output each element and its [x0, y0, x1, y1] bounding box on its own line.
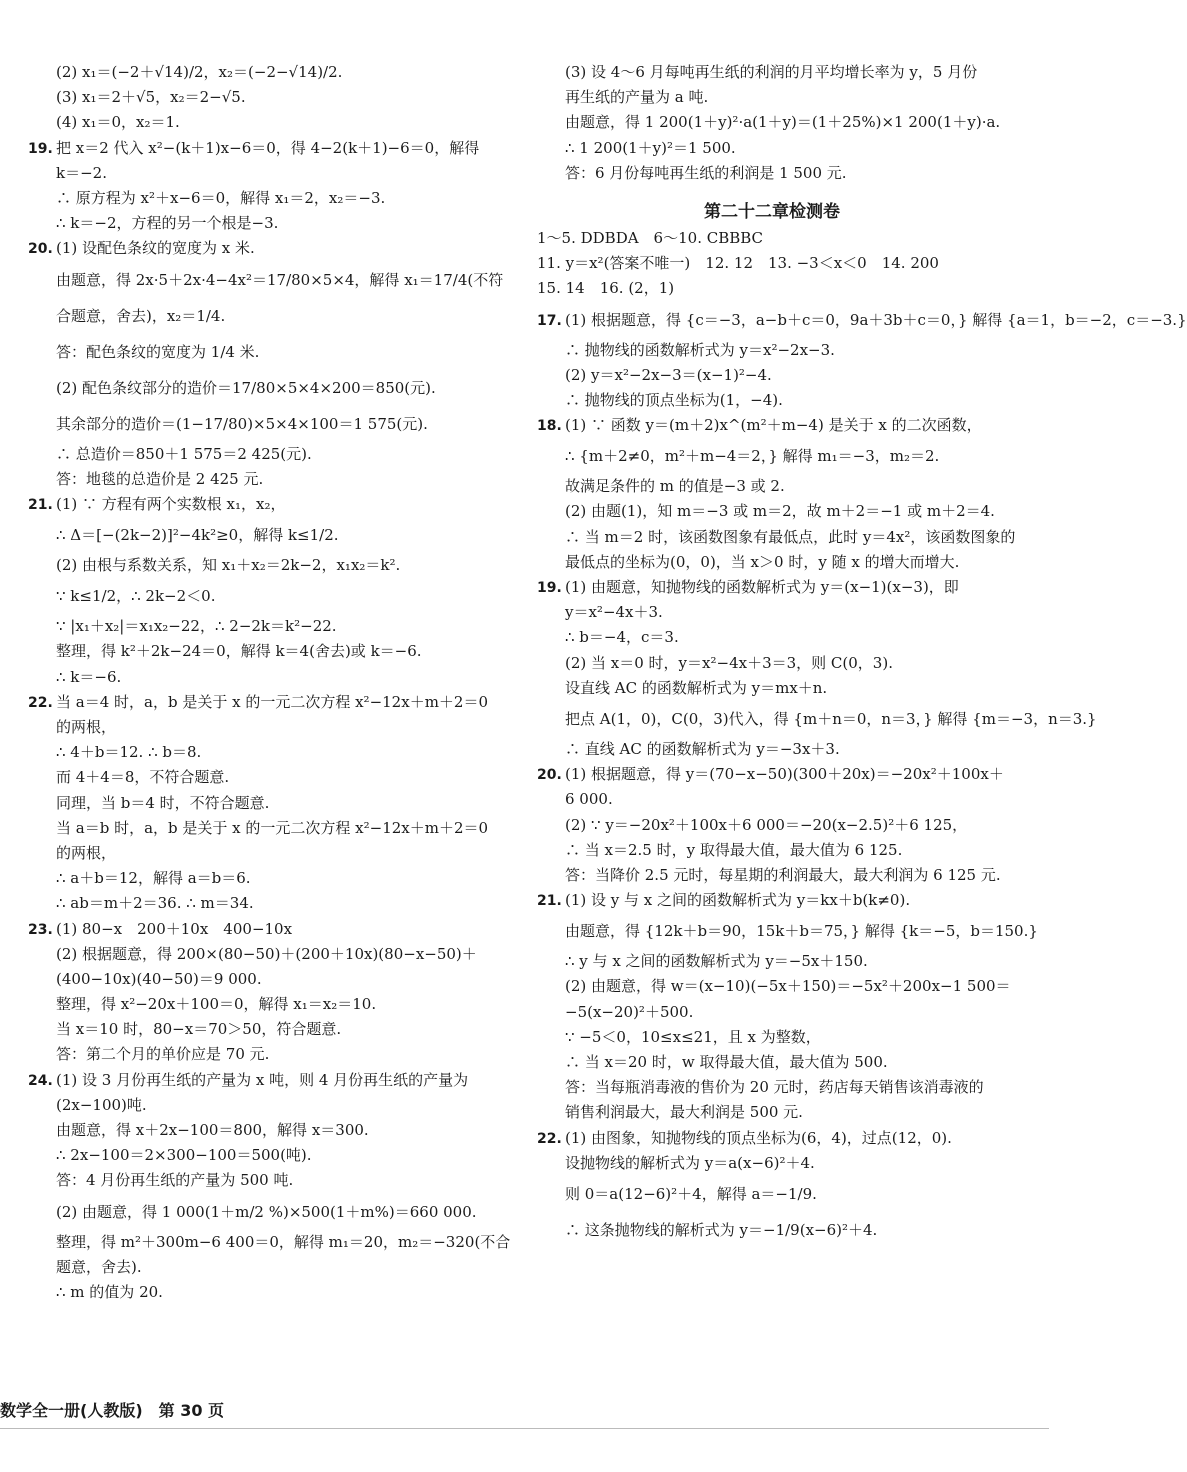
answer-text: (1) ∵ 函数 y＝(m＋2)x^(m²＋m−4) 是关于 x 的二次函数，: [565, 416, 982, 435]
answer-line: [537, 600, 1007, 625]
answer-text: 整理，得 x²−20x＋100＝0，解得 x₁＝x₂＝10.: [56, 995, 377, 1014]
answer-text: (2) 配色条纹部分的造价＝17/80×5×4×200＝850(元).: [56, 378, 436, 397]
answer-line: [537, 1126, 1007, 1151]
answer-text: (1) 根据题意，得 {c＝−3，a−b＋c＝0，9a＋3b＋c＝0，} 解得 {a＝1，b＝−2，c＝−3.}: [565, 310, 1187, 329]
answer-text: y＝x²−4x＋3.: [565, 603, 663, 622]
answer-line: [28, 553, 498, 578]
answer-text: 11. y＝x²(答案不唯一) 12. 12 13. −3＜x＜0 14. 200: [537, 254, 939, 273]
answer-text: 由题意，得 1 200(1＋y)²·a(1＋y)＝(1＋25%)×1 200(1＋y)·a.: [565, 113, 1001, 132]
answer-text: (2) y＝x²−2x−3＝(x−1)²−4.: [565, 365, 772, 384]
answer-text: (400−10x)(40−50)＝9 000.: [56, 969, 262, 988]
answer-line: [537, 276, 1007, 301]
answer-text: 题意，舍去).: [56, 1257, 142, 1276]
answer-line: [537, 338, 1007, 363]
answer-line: [537, 762, 1007, 787]
answer-line: [28, 992, 498, 1017]
answer-line: [28, 262, 504, 298]
answer-text: ∴ 直线 AC 的函数解析式为 y＝−3x＋3.: [565, 739, 840, 758]
answer-line: [28, 917, 498, 942]
question-number: 20.: [28, 241, 53, 258]
answer-line: [537, 161, 1007, 186]
question-number: 17.: [537, 312, 562, 329]
answer-line: [28, 1068, 498, 1093]
answer-text: (2x−100)吨.: [56, 1095, 147, 1114]
answer-line: [28, 1230, 511, 1255]
answer-text: 其余部分的造价＝(1−17/80)×5×4×100＝1 575(元).: [56, 414, 428, 433]
answer-line: [537, 1212, 1007, 1248]
answer-text: 销售利润最大，最大利润是 500 元.: [565, 1103, 803, 1122]
answer-text: ∴ b＝−4，c＝3.: [565, 628, 679, 647]
answer-line: [537, 1025, 1007, 1050]
answer-text: 答：当降价 2.5 元时，每星期的利润最大，最大利润为 6 125 元.: [565, 865, 1001, 884]
answer-line: [537, 438, 1007, 474]
answer-line: [28, 1280, 498, 1305]
answer-line: [28, 1118, 498, 1143]
question-number: 19.: [28, 140, 53, 157]
answer-text: ∴ 当 x＝2.5 时，y 取得最大值，最大值为 6 125.: [565, 840, 903, 859]
answer-text: ∴ Δ＝[−(2k−2)]²−4k²≥0，解得 k≤1/2.: [56, 526, 339, 545]
answer-text: 的两根，: [56, 718, 117, 736]
answer-text: 故满足条件的 m 的值是−3 或 2.: [565, 477, 785, 496]
answer-text: (2) 由题(1)，知 m＝−3 或 m＝2，故 m＋2＝−1 或 m＋2＝4.: [565, 502, 995, 521]
answer-text: 则 0＝a(12−6)²＋4，解得 a＝−1/9.: [565, 1184, 817, 1203]
answer-line: [537, 413, 1007, 438]
answer-text: 当 a＝b 时，a，b 是关于 x 的一元二次方程 x²−12x＋m＋2＝0: [56, 818, 489, 837]
question-number: 21.: [28, 496, 53, 513]
answer-line: [537, 787, 1007, 812]
question-number: 24.: [28, 1072, 53, 1089]
answer-line: [537, 136, 1007, 161]
answer-text: ∵ k≤1/2，∴ 2k−2＜0.: [56, 587, 216, 606]
answer-text: 答：地毯的总造价是 2 425 元.: [56, 469, 264, 488]
answer-text: (2) 根据题意，得 200×(80−50)＋(200＋10x)(80−x−50)＋: [56, 944, 477, 963]
answer-line: [28, 334, 498, 370]
answer-text: (2) 由题意，得 w＝(x−10)(−5x＋150)＝−5x²＋200x−1 500＝: [565, 977, 1011, 996]
answer-text: ∵ |x₁＋x₂|＝x₁x₂−22，∴ 2−2k＝k²−22.: [56, 617, 337, 636]
answer-text: 同理，当 b＝4 时，不符合题意.: [56, 793, 270, 812]
answer-line: [537, 363, 1007, 388]
answer-text: (2) x₁＝(−2＋√14)/2，x₂＝(−2−√14)/2.: [56, 63, 343, 81]
answer-text: 的两根，: [56, 843, 117, 862]
answer-line: [537, 388, 1007, 413]
answer-text: 设直线 AC 的函数解析式为 y＝mx＋n.: [565, 678, 828, 697]
answer-text: ∴ ab＝m＋2＝36. ∴ m＝34.: [56, 894, 254, 913]
answer-text: (1) 根据题意，得 y＝(70−x−50)(300＋20x)＝−20x²＋100x＋: [565, 765, 1004, 784]
answer-line: [537, 1100, 1007, 1125]
answer-text: ∴ k＝−6.: [56, 667, 122, 686]
answer-text: (2) 由题意，得 1 000(1＋m/2 %)×500(1＋m%)＝660 000.: [56, 1202, 477, 1221]
answer-text: ∴ 4＋b＝12. ∴ b＝8.: [56, 743, 202, 762]
answer-text: ∴ 1 200(1＋y)²＝1 500.: [565, 138, 736, 157]
answer-line: [28, 186, 498, 211]
answer-text: (1) 由图象，知抛物线的顶点坐标为(6，4)，过点(12，0).: [565, 1128, 952, 1147]
answer-text: ∴ a＋b＝12，解得 a＝b＝6.: [56, 869, 251, 888]
answer-text: (2) 当 x＝0 时，y＝x²−4x＋3＝3，则 C(0，3).: [565, 653, 893, 672]
answer-text: ∴ 当 m＝2 时，该函数图象有最低点，此时 y＝4x²，该函数图象的: [565, 527, 1016, 546]
answer-line: [537, 737, 1007, 762]
answer-line: [28, 715, 498, 740]
answer-line: [28, 236, 498, 261]
answer-line: [28, 492, 498, 517]
answer-text: (1) 设 3 月份再生纸的产量为 x 吨，则 4 月份再生纸的产量为: [56, 1070, 469, 1089]
answer-line: [28, 442, 498, 467]
answer-text: ∴ 抛物线的函数解析式为 y＝x²−2x−3.: [565, 340, 835, 359]
answer-line: [537, 499, 1007, 524]
answer-line: [28, 866, 498, 891]
answer-line: [28, 1194, 498, 1230]
answer-line: [537, 1075, 1007, 1100]
answer-text: 由题意，得 2x·5＋2x·4−4x²＝17/80×5×4，解得 x₁＝17/4(不符: [56, 270, 504, 289]
answer-text: (1) 由题意，知抛物线的函数解析式为 y＝(x−1)(x−3)，即: [565, 578, 959, 596]
answer-text: 6 000.: [565, 790, 613, 809]
answer-line: [28, 298, 498, 334]
answer-line: [537, 949, 1007, 974]
answer-line: [28, 406, 498, 442]
answer-text: k＝−2.: [56, 163, 107, 182]
answer-text: 把 x＝2 代入 x²−(k＋1)x−6＝0，得 4−2(k＋1)−6＝0，解得: [56, 138, 480, 157]
answer-text: 答：当每瓶消毒液的售价为 20 元时，药店每天销售该消毒液的: [565, 1078, 984, 1097]
answer-line: [28, 467, 498, 492]
answer-line: [537, 701, 1097, 737]
answer-line: [537, 550, 1007, 575]
answer-text: ∴ {m＋2≠0，m²＋m−4＝2，} 解得 m₁＝−3，m₂＝2.: [565, 447, 940, 466]
answer-line: [28, 161, 498, 186]
answer-text: ∴ 2x−100＝2×300−100＝500(吨).: [56, 1146, 312, 1165]
answer-text: ∴ 原方程为 x²＋x−6＝0，解得 x₁＝2，x₂＝−3.: [56, 188, 386, 207]
answer-line: [537, 110, 1007, 135]
answer-line: [537, 813, 1007, 838]
answer-line: [537, 1151, 1007, 1176]
answer-line: [537, 226, 1007, 251]
answer-line: [28, 665, 498, 690]
answer-line: [28, 765, 498, 790]
answer-line: [537, 625, 1007, 650]
answer-text: (1) 80−x 200＋10x 400−10x: [56, 919, 293, 938]
answer-text: 答：配色条纹的宽度为 1/4 米.: [56, 342, 260, 361]
answer-line: [537, 913, 1038, 949]
answer-text: ∴ 当 x＝20 时，w 取得最大值，最大值为 500.: [565, 1053, 888, 1071]
answer-text: (3) 设 4～6 月每吨再生纸的利润的月平均增长率为 y，5 月份: [565, 63, 978, 81]
answer-text: 1～5. DDBDA 6～10. CBBBC: [537, 228, 764, 247]
answer-line: [537, 838, 1007, 863]
answer-line: [537, 575, 1007, 600]
answer-line: [537, 474, 1007, 499]
left-column: [28, 60, 511, 1305]
answer-text: (2) 由根与系数关系，知 x₁＋x₂＝2k−2，x₁x₂＝k².: [56, 556, 401, 575]
answer-line: [537, 974, 1011, 999]
answer-text: 设抛物线的解析式为 y＝a(x−6)²＋4.: [565, 1153, 815, 1172]
answer-line: [28, 942, 498, 967]
answer-line: [537, 302, 1187, 338]
question-number: 22.: [28, 694, 53, 711]
answer-line: [537, 1050, 1007, 1075]
answer-line: [537, 60, 1007, 85]
answer-line: [28, 85, 498, 110]
answer-line: [28, 1017, 498, 1042]
answer-line: [28, 578, 498, 614]
answer-text: 整理，得 m²＋300m−6 400＝0，解得 m₁＝20，m₂＝−320(不合: [56, 1232, 511, 1251]
answer-text: 答：4 月份再生纸的产量为 500 吨.: [56, 1171, 294, 1190]
answer-line: [28, 211, 498, 236]
answer-line: [28, 1255, 498, 1280]
answer-line: [537, 1000, 1007, 1025]
question-number: 21.: [537, 893, 562, 910]
answer-text: 再生纸的产量为 a 吨.: [565, 88, 709, 107]
answer-text: 把点 A(1，0)，C(0，3)代入，得 {m＋n＝0，n＝3，} 解得 {m＝−3，n＝3.}: [565, 709, 1097, 728]
answer-line: [28, 967, 498, 992]
answer-line: [28, 1143, 498, 1168]
answer-text: (4) x₁＝0，x₂＝1.: [56, 113, 180, 132]
bottom-divider: [0, 1428, 1049, 1429]
answer-text: 当 a＝4 时，a，b 是关于 x 的一元二次方程 x²−12x＋m＋2＝0: [56, 692, 488, 711]
page-footer: 数学全一册(人教版) 第 30 页: [0, 1401, 225, 1420]
answer-line: [537, 676, 1007, 701]
right-column: [537, 60, 1187, 1248]
answer-text: 而 4＋4＝8，不符合题意.: [56, 768, 230, 787]
answer-line: [537, 651, 1007, 676]
answer-line: [28, 639, 498, 664]
answer-text: 答：第二个月的单价应是 70 元.: [56, 1045, 270, 1064]
answer-text: ∴ 这条抛物线的解析式为 y＝−1/9(x−6)²＋4.: [565, 1220, 878, 1239]
answer-text: (1) 设 y 与 x 之间的函数解析式为 y＝kx＋b(k≠0).: [565, 891, 911, 910]
answer-line: [537, 251, 1007, 276]
answer-line: [28, 517, 498, 553]
answer-text: ∴ k＝−2，方程的另一个根是−3.: [56, 214, 279, 233]
answer-line: [28, 841, 498, 866]
answer-line: [537, 888, 1007, 913]
answer-text: (1) ∵ 方程有两个实数根 x₁，x₂，: [56, 494, 286, 513]
answer-text: ∴ y 与 x 之间的函数解析式为 y＝−5x＋150.: [565, 952, 868, 971]
answer-line: [28, 1042, 498, 1067]
answer-line: [537, 525, 1016, 550]
answer-line: [28, 614, 498, 639]
answer-line: [28, 891, 498, 916]
answer-text: ∴ 总造价＝850＋1 575＝2 425(元).: [56, 444, 312, 463]
answer-text: ∵ −5＜0，10≤x≤21，且 x 为整数，: [565, 1027, 821, 1046]
answer-text: 答：6 月份每吨再生纸的利润是 1 500 元.: [565, 163, 847, 182]
answer-line: [28, 1093, 498, 1118]
answer-line: [28, 136, 498, 161]
answer-line: [537, 85, 1007, 110]
answer-text: 第二十二章检测卷: [704, 201, 840, 222]
answer-line: [28, 816, 498, 841]
answer-text: ∴ 抛物线的顶点坐标为(1，−4).: [565, 390, 783, 409]
answer-line: [537, 1176, 1007, 1212]
answer-line: [537, 863, 1007, 888]
question-number: 19.: [537, 580, 562, 596]
answer-line: [28, 110, 498, 135]
answer-text: 15. 14 16. (2，1): [537, 279, 675, 298]
answer-text: 合题意，舍去)，x₂＝1/4.: [56, 306, 226, 325]
question-number: 18.: [537, 418, 562, 435]
answer-text: (2) ∵ y＝−20x²＋100x＋6 000＝−20(x−2.5)²＋6 125，: [565, 815, 968, 834]
answer-text: ∴ m 的值为 20.: [56, 1282, 163, 1301]
answer-line: [28, 1168, 498, 1193]
question-number: 20.: [537, 767, 562, 784]
answer-line: [28, 60, 498, 85]
answer-line: [537, 194, 1007, 226]
answer-line: [28, 370, 498, 406]
answer-line: [28, 791, 498, 816]
question-number: 22.: [537, 1130, 562, 1147]
answer-text: −5(x−20)²＋500.: [565, 1002, 694, 1021]
answer-text: 由题意，得 {12k＋b＝90，15k＋b＝75，} 解得 {k＝−5，b＝150.}: [565, 922, 1038, 941]
answer-text: (1) 设配色条纹的宽度为 x 米.: [56, 239, 255, 258]
answer-text: (3) x₁＝2＋√5，x₂＝2−√5.: [56, 88, 246, 107]
answer-text: 整理，得 k²＋2k−24＝0，解得 k＝4(舍去)或 k＝−6.: [56, 642, 422, 661]
answer-line: [28, 690, 498, 715]
question-number: 23.: [28, 921, 53, 938]
answer-text: 最低点的坐标为(0，0)，当 x＞0 时，y 随 x 的增大而增大.: [565, 552, 960, 571]
answer-text: 由题意，得 x＋2x−100＝800，解得 x＝300.: [56, 1121, 369, 1139]
answer-line: [28, 740, 498, 765]
answer-text: 当 x＝10 时，80−x＝70＞50，符合题意.: [56, 1020, 342, 1039]
